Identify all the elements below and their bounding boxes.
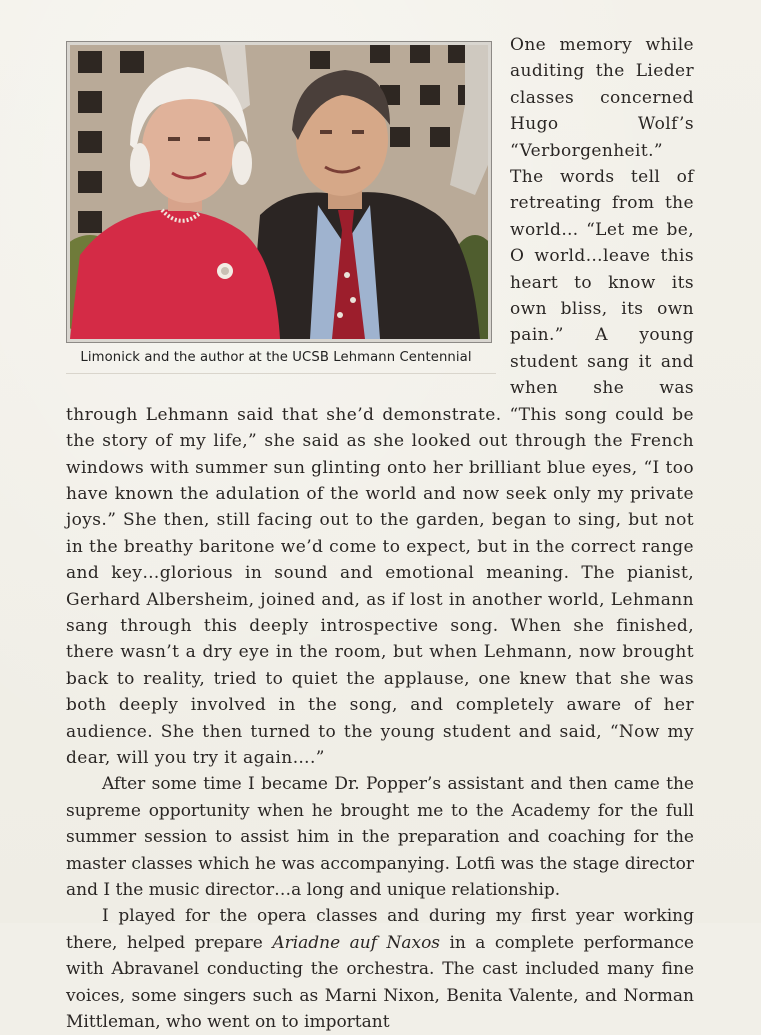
page-text [66,32,694,1035]
paragraph-1: One memory while auditing the Lieder classes concerned Hugo Wolf’s “Verborgenheit.” The words tell of retreating from the world… “Let me be, O world…leave this heart to know its own bliss, its own pain.” A young student sang it and when she was through Lehmann said that she’d demonstrate. “This song could be the story of my life,” she said as she looked out through the French windows with summer sun glinting onto her brilliant blue eyes, “I too have known the adulation of the world and now seek only my private joys.” She then, still facing out to the garden, began to sing, but not in the breathy baritone we’d come to expect, but in the correct range and key…glorious in sound and emotional meaning. The pianist, Gerhard Albersheim, joined and, as if lost in another world, Lehmann sang through this deeply introspective song. When she finished, there wasn’t a dry eye in the room, but when Lehmann, now brought back to reality, tried to quiet the applause, one knew that she was both deeply involved in the song, and completely aware of her audience. She then turned to the young student and said, “Now my dear, will you try it again….” [66,35,694,768]
paragraph-3-before: I played for the opera classes and during my first year working there, helped prepare [66,906,694,953]
photo-figure [66,36,496,372]
opera-title: Ariadne auf Naxos [272,932,441,953]
photo [70,45,488,339]
caption-divider [66,373,496,374]
paragraph-3-after: in a complete performance with Abravanel conducting the orchestra. The cast included many fine voices, some singers such as Marni Nixon, Benita Valente, and Norman Mittleman, who went on to important [66,932,694,1033]
photo-frame [66,41,492,343]
paragraph-3 [66,903,694,1035]
paragraph-2: After some time I became Dr. Popper’s assistant and then came the supreme opportunity when he brought me to the Academy for the full summer session to assist him in the preparation and coaching for the master classes which he was accompanying. Lotfi was the stage director and I the music director…a long and unique relationship. [66,774,694,900]
photo-caption: Limonick and the author at the UCSB Lehmann Centennial [80,350,472,365]
